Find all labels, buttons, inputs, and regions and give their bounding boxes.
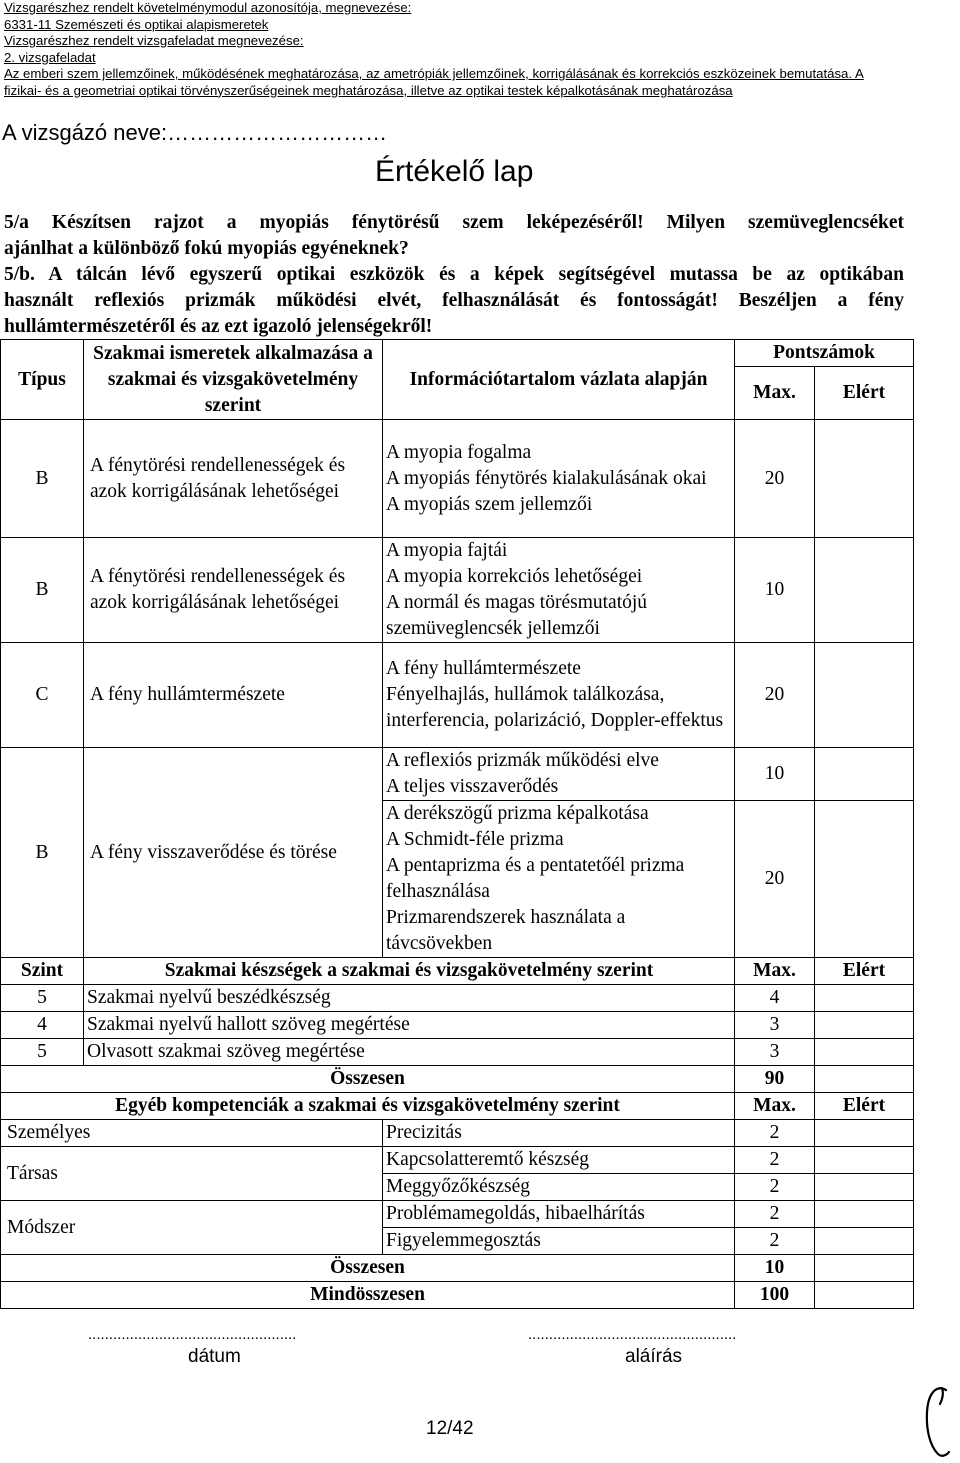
content-line: A derékszögű prizma képalkotása — [386, 803, 649, 824]
page-title: Értékelő lap — [375, 155, 534, 188]
competency-row — [1, 1201, 914, 1228]
max-points-cell: 3 — [735, 1012, 815, 1039]
achieved-points-input[interactable] — [815, 748, 914, 801]
achieved-points-input[interactable] — [815, 1147, 914, 1174]
grand-total-label: Mindösszesen — [1, 1282, 735, 1309]
max-points-cell: 10 — [735, 538, 815, 643]
type-cell: B — [1, 748, 84, 958]
knowledge-row — [1, 538, 914, 643]
topic-cell: A fénytörési rendellenességek és azok korrigálásának lehetőségei — [84, 420, 383, 538]
knowledge-row — [1, 643, 914, 748]
skills-head-row — [1, 958, 914, 985]
max-points-cell: 20 — [735, 420, 815, 538]
skill-name-cell: Szakmai nyelvű beszédkészség — [84, 985, 735, 1012]
knowledge-row — [1, 420, 914, 538]
subtotal-max: 10 — [735, 1255, 815, 1282]
level-cell: 4 — [1, 1012, 84, 1039]
level-cell: 5 — [1, 1039, 84, 1066]
max-points-cell: 3 — [735, 1039, 815, 1066]
competency-row — [1, 1147, 914, 1174]
max-points-cell: 20 — [735, 643, 815, 748]
content-line: A normál és magas törésmutatójú szemüveglencsék jellemzői — [386, 592, 648, 639]
content-line: A reflexiós prizmák működési elve — [386, 750, 659, 771]
content-cell — [383, 643, 735, 748]
subtotal-label: Összesen — [1, 1255, 735, 1282]
content-line: A myopiás szem jellemzői — [386, 493, 593, 515]
task-5b — [4, 262, 904, 340]
skill-row — [1, 985, 914, 1012]
date-dotted-line: .................................................. — [88, 1326, 297, 1343]
knowledge-row — [1, 748, 914, 801]
page-number: 12/42 — [426, 1418, 474, 1439]
max-points-cell: 2 — [735, 1201, 815, 1228]
max-points-cell: 20 — [735, 801, 815, 958]
date-label: dátum — [188, 1346, 241, 1367]
achieved-points-input[interactable] — [815, 1039, 914, 1066]
level-cell: 5 — [1, 985, 84, 1012]
handwritten-initial-icon — [922, 1384, 954, 1460]
content-line: A teljes visszaverődés — [386, 776, 559, 797]
grand-total-achieved-input[interactable] — [815, 1282, 914, 1309]
competency-name-cell: Figyelemmegosztás — [383, 1228, 735, 1255]
achieved-points-input[interactable] — [815, 1228, 914, 1255]
competency-group-cell: Módszer — [1, 1201, 383, 1255]
content-line: A myopia fajtái — [386, 540, 508, 561]
content-line: A myopiás fénytörés kialakulásának okai — [386, 467, 707, 489]
max-points-cell: 10 — [735, 748, 815, 801]
type-cell: C — [1, 643, 84, 748]
type-cell: B — [1, 420, 84, 538]
achieved-points-input[interactable] — [815, 1174, 914, 1201]
competency-name-cell: Problémamegoldás, hibaelhárítás — [383, 1201, 735, 1228]
competency-group-cell: Személyes — [1, 1120, 383, 1147]
knowledge-header: Szakmai ismeretek alkalmazása a szakmai és vizsgakövetelmény szerint — [84, 340, 383, 420]
competency-name-cell: Kapcsolatteremtő készség — [383, 1147, 735, 1174]
max-points-cell: 2 — [735, 1174, 815, 1201]
subtotal-label: Összesen — [1, 1066, 735, 1093]
header-line: 2. vizsgafeladat — [4, 49, 96, 65]
subtotal-max: 90 — [735, 1066, 815, 1093]
header-line: Vizsgarészhez rendelt vizsgafeladat megnevezése: — [4, 33, 304, 48]
signature-label: aláírás — [625, 1346, 683, 1367]
competency-group-cell: Társas — [1, 1147, 383, 1201]
table-head-row — [1, 340, 914, 367]
content-line: A myopia fogalma — [386, 441, 532, 463]
document-header — [4, 0, 954, 99]
achieved-header: Elért — [815, 367, 914, 420]
subtotal-achieved-input[interactable] — [815, 1066, 914, 1093]
topic-cell: A fény hullámtermészete — [84, 643, 383, 748]
header-line: Vizsgarészhez rendelt követelménymodul azonosítója, megnevezése: — [4, 0, 412, 15]
achieved-points-input[interactable] — [815, 1120, 914, 1147]
task-5b-line: használt reflexiós prizmák működési elvét, felhasználását és fontosságát! Beszéljen a fény — [4, 290, 904, 311]
achieved-points-input[interactable] — [815, 1201, 914, 1228]
max-points-cell: 4 — [735, 985, 815, 1012]
competency-name-cell: Meggyőzőkészség — [383, 1174, 735, 1201]
competency-name-cell: Precizitás — [383, 1120, 735, 1147]
task-5a-line: 5/a Készítsen rajzot a myopiás fénytörésű szem leképezéséről! Milyen szemüveglencséket — [4, 212, 904, 233]
content-cell — [383, 538, 735, 643]
header-line: 6331-11 Szemészeti és optikai alapismeretek — [4, 16, 269, 32]
grand-total-max: 100 — [735, 1282, 815, 1309]
max-points-cell: 2 — [735, 1228, 815, 1255]
content-header: Információtartalom vázlata alapján — [383, 340, 735, 420]
points-header: Pontszámok — [735, 340, 914, 367]
content-cell — [383, 748, 735, 801]
achieved-points-input[interactable] — [815, 1012, 914, 1039]
task-5b-line: hullámtermészetéről és az ezt igazoló jelenségekről! — [4, 316, 433, 337]
content-line: Fényelhajlás, hullámok találkozása, interferencia, polarizáció, Doppler-effektus — [386, 684, 724, 731]
task-5b-line: 5/b. A tálcán lévő egyszerű optikai eszközök és a képek segítségével mutassa be az optikában — [4, 264, 904, 285]
competency-head-row — [1, 1093, 914, 1120]
header-line: fizikai- és a geometriai optikai törvényszerűségeinek meghatározása, illetve az optikai testek képalkotásának meghatározása — [4, 82, 733, 98]
achieved-points-input[interactable] — [815, 538, 914, 643]
achieved-header: Elért — [815, 958, 914, 985]
grand-total-row — [1, 1282, 914, 1309]
topic-cell: A fénytörési rendellenességek és azok korrigálásának lehetőségei — [84, 538, 383, 643]
topic-cell: A fény visszaverődése és törése — [84, 748, 383, 958]
type-cell: B — [1, 538, 84, 643]
evaluation-table — [0, 339, 914, 1309]
max-header: Max. — [735, 958, 815, 985]
content-line: A Schmidt-féle prizma — [386, 829, 564, 850]
type-header: Típus — [1, 340, 84, 420]
subtotal-achieved-input[interactable] — [815, 1255, 914, 1282]
achieved-points-input[interactable] — [815, 985, 914, 1012]
max-header: Max. — [735, 1093, 815, 1120]
task-5a-line: ajánlhat a különböző fokú myopiás egyéneknek? — [4, 238, 409, 259]
examinee-name-field[interactable]: A vizsgázó neve:………………………… — [2, 120, 388, 145]
header-line: Az emberi szem jellemzőinek, működésének meghatározása, az ametrópiák jellemzőinek, korrigálásának és korrekciós eszközeinek bemutatása. A — [4, 66, 864, 81]
subtotal-row — [1, 1066, 914, 1093]
competency-header: Egyéb kompetenciák a szakmai és vizsgakövetelmény szerint — [1, 1093, 735, 1120]
content-line: A fény hullámtermészete — [386, 658, 581, 679]
max-points-cell: 2 — [735, 1147, 815, 1174]
competency-row — [1, 1120, 914, 1147]
content-line: Prizmarendszerek használata a távcsövekben — [386, 907, 626, 954]
level-header: Szint — [1, 958, 84, 985]
subtotal-row — [1, 1255, 914, 1282]
skill-name-cell: Szakmai nyelvű hallott szöveg megértése — [84, 1012, 735, 1039]
content-cell — [383, 420, 735, 538]
achieved-points-input[interactable] — [815, 420, 914, 538]
max-header: Max. — [735, 367, 815, 420]
max-points-cell: 2 — [735, 1120, 815, 1147]
achieved-points-input[interactable] — [815, 801, 914, 958]
skill-row — [1, 1039, 914, 1066]
achieved-header: Elért — [815, 1093, 914, 1120]
task-5a — [4, 210, 904, 262]
signature-dotted-line: .................................................. — [528, 1326, 737, 1343]
content-line: A pentaprizma és a pentatetőél prizma felhasználása — [386, 855, 685, 902]
content-cell — [383, 801, 735, 958]
skills-header: Szakmai készségek a szakmai és vizsgakövetelmény szerint — [84, 958, 735, 985]
content-line: A myopia korrekciós lehetőségei — [386, 566, 643, 587]
skill-name-cell: Olvasott szakmai szöveg megértése — [84, 1039, 735, 1066]
skill-row — [1, 1012, 914, 1039]
achieved-points-input[interactable] — [815, 643, 914, 748]
